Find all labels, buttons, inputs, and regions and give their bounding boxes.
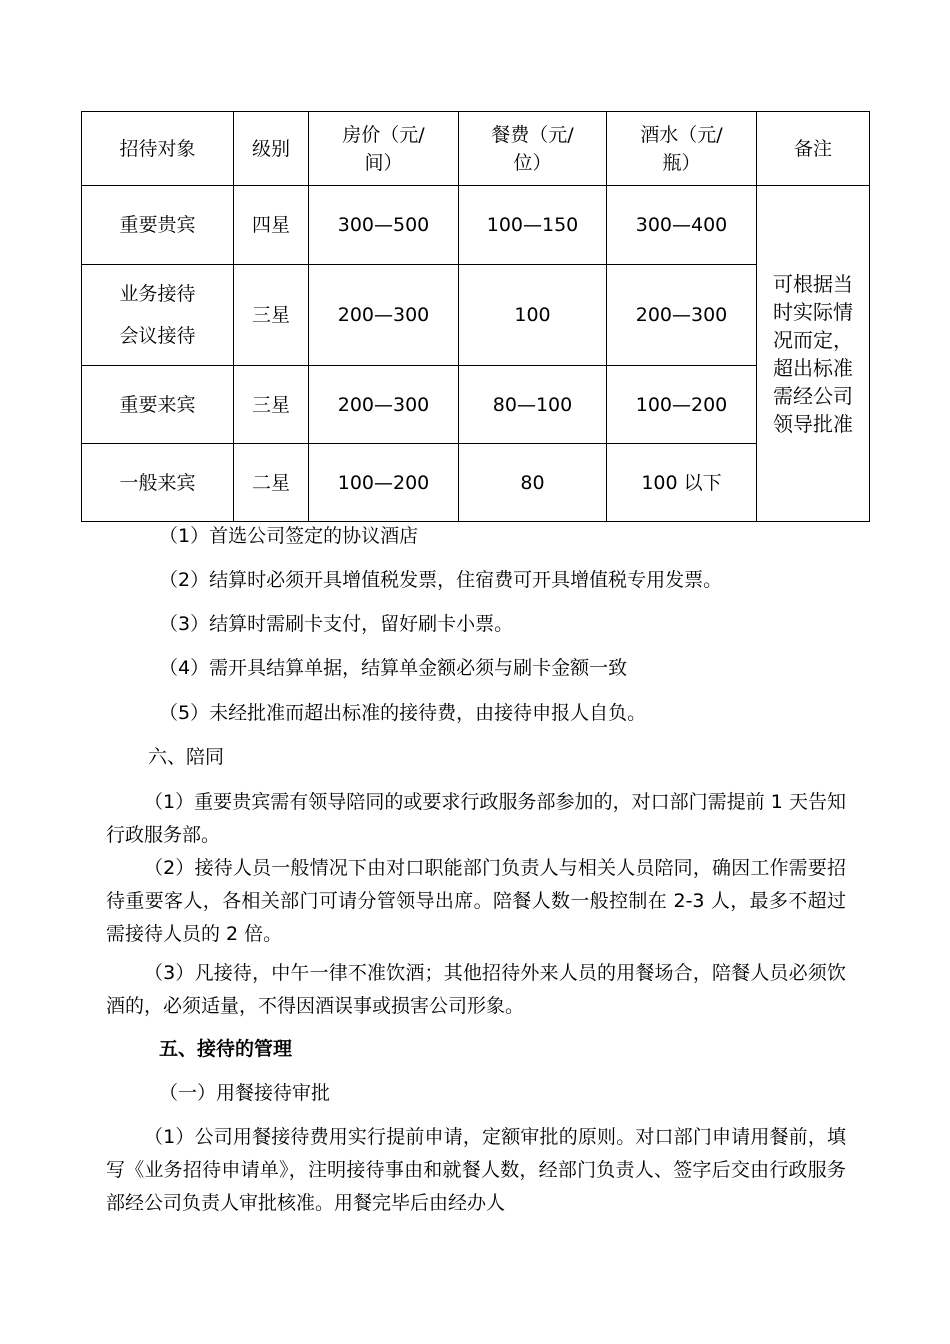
- paragraph: （1）公司用餐接待费用实行提前申请，定额审批的原则。对口部门申请用餐前，填写《业务招待申请单》，注明接待事由和就餐人数，经部门负责人、签字后交由行政服务部经公司负责人审批核准。用餐完毕后由经办人: [106, 1126, 846, 1214]
- header-target: 招待对象: [82, 112, 234, 186]
- table-row: [82, 444, 870, 522]
- list-item: （4）需开具结算单据，结算单金额必须与刷卡金额一致: [159, 657, 628, 679]
- cell-target: 业务接待 会议接待: [82, 265, 234, 366]
- subsection-heading: （一）用餐接待审批: [159, 1082, 331, 1104]
- cell-room: 200—300: [309, 366, 459, 444]
- list-item: （5）未经批准而超出标准的接待费，由接待申报人自负。: [159, 702, 647, 724]
- reception-standard-table: [81, 111, 870, 522]
- section-heading: 六、陪同: [148, 746, 225, 768]
- cell-level: 四星: [234, 186, 309, 265]
- cell-level: 三星: [234, 265, 309, 366]
- header-wine: 酒水（元/ 瓶）: [607, 112, 757, 186]
- cell-wine: 100—200: [607, 366, 757, 444]
- cell-wine: 100 以下: [607, 444, 757, 522]
- cell-target: 重要来宾: [82, 366, 234, 444]
- cell-meal: 80—100: [459, 366, 607, 444]
- cell-level: 二星: [234, 444, 309, 522]
- list-item: （2）结算时必须开具增值税发票，住宿费可开具增值税专用发票。: [159, 569, 723, 591]
- list-item: （1）首选公司签定的协议酒店: [159, 525, 419, 547]
- cell-wine: 200—300: [607, 265, 757, 366]
- paragraph: （1）重要贵宾需有领导陪同的或要求行政服务部参加的，对口部门需提前 1 天告知行政服务部。: [106, 791, 846, 846]
- paragraph: （3）凡接待，中午一律不准饮酒；其他招待外来人员的用餐场合，陪餐人员必须饮酒的，必须适量，不得因酒误事或损害公司形象。: [106, 962, 846, 1017]
- header-remark: 备注: [757, 112, 870, 186]
- header-level: 级别: [234, 112, 309, 186]
- cell-room: 100—200: [309, 444, 459, 522]
- section-heading: 五、接待的管理: [159, 1038, 293, 1060]
- cell-target: 重要贵宾: [82, 186, 234, 265]
- cell-room: 200—300: [309, 265, 459, 366]
- table-row: [82, 186, 870, 265]
- cell-remark: 可根据当 时实际情 况而定， 超出标准 需经公司 领导批准: [757, 186, 870, 522]
- paragraph: （2）接待人员一般情况下由对口职能部门负责人与相关人员陪同，确因工作需要招待重要客人，各相关部门可请分管领导出席。陪餐人数一般控制在 2-3 人，最多不超过需接待人员的 2 倍。: [106, 857, 846, 945]
- cell-meal: 100—150: [459, 186, 607, 265]
- cell-wine: 300—400: [607, 186, 757, 265]
- cell-meal: 100: [459, 265, 607, 366]
- table-row: [82, 265, 870, 366]
- header-room-price: 房价（元/ 间）: [309, 112, 459, 186]
- header-meal-fee: 餐费（元/ 位）: [459, 112, 607, 186]
- list-item: （3）结算时需刷卡支付，留好刷卡小票。: [159, 613, 514, 635]
- cell-target: 一般来宾: [82, 444, 234, 522]
- cell-room: 300—500: [309, 186, 459, 265]
- cell-meal: 80: [459, 444, 607, 522]
- table-row: [82, 366, 870, 444]
- table-header-row: [82, 112, 870, 186]
- cell-level: 三星: [234, 366, 309, 444]
